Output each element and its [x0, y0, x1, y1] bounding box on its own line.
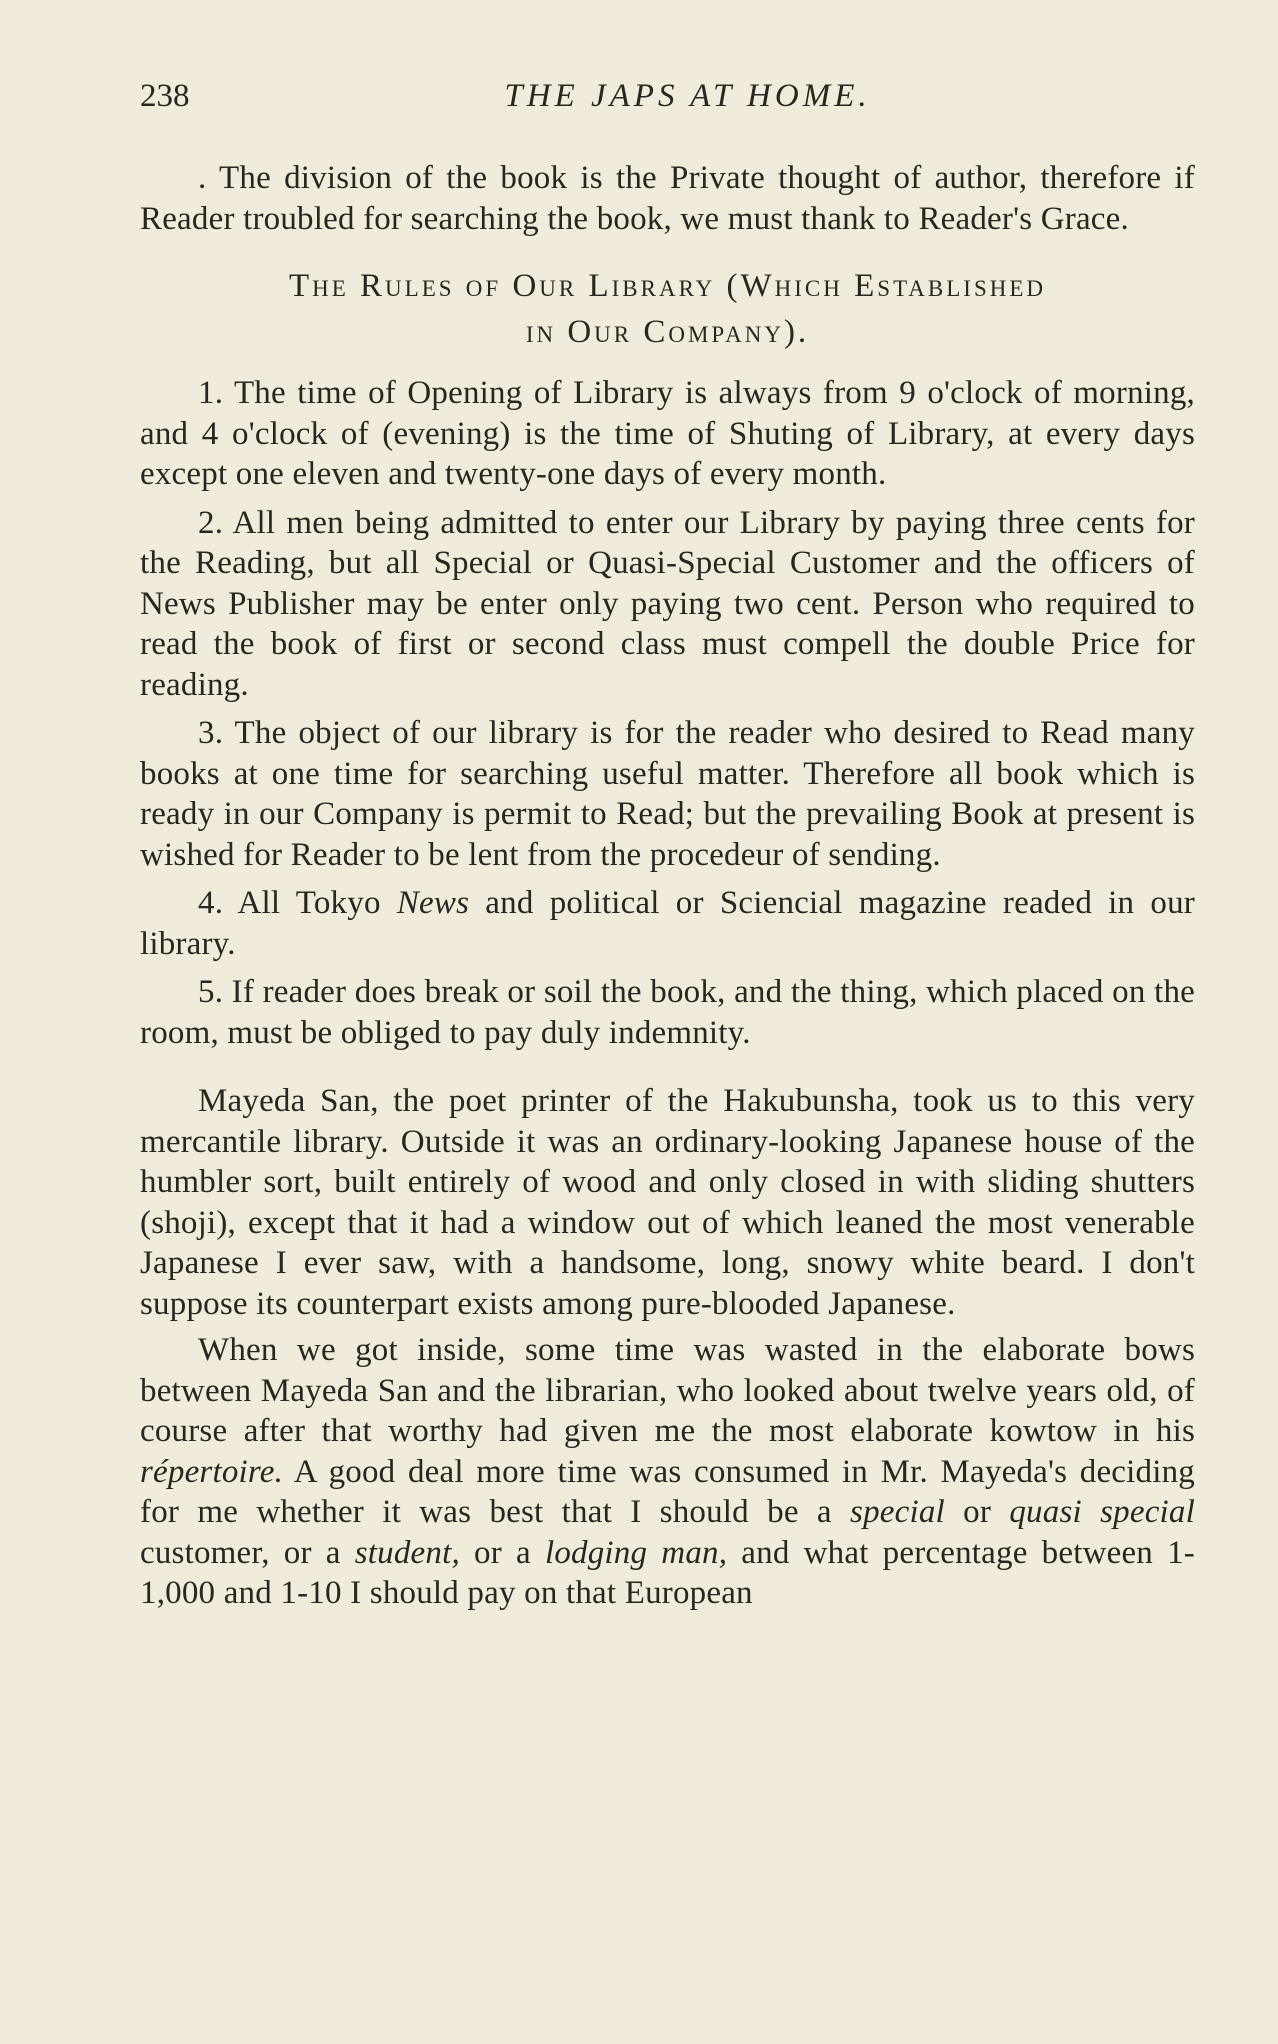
rules-heading [140, 263, 1195, 355]
paragraph-2-emphasis-3: quasi special [1009, 1494, 1195, 1530]
paragraph-2-part-4: customer, or a [140, 1534, 355, 1571]
narrative-paragraph-2 [140, 1330, 1195, 1614]
rule-4-text-end: and political or Sciencial magazine readed in our library. [140, 885, 1195, 962]
paragraph-2-emphasis-1: répertoire. [140, 1453, 284, 1490]
rules-heading-line-1: The Rules of Our Library (Which Established [288, 268, 1047, 304]
rule-2: 2. All men being admitted to enter our Library by paying three cents for the Reading, but all Special or Quasi-Special Customer and the officers of News Publisher may be enter only paying two cent. Person who required to read the book of first or second class must compell the double Price for reading. [140, 504, 1195, 703]
rule-1: 1. The time of Opening of Library is always from 9 o'clock of morning, and 4 o'clock of (evening) is the time of Shuting of Library, at every days except one eleven and twenty-one days of every month. [140, 375, 1195, 492]
paragraph-2-emphasis-4: student, [354, 1534, 460, 1571]
paragraph-2-part-6: and what percentage between 1-1,000 and 1-10 I should pay on that European [140, 1534, 1195, 1611]
page-number: 238 [140, 78, 190, 114]
rules-heading-line-2: in Our Company). [525, 314, 810, 350]
rule-3: 3. The object of our library is for the reader who desired to Read many books at one time for searching useful matter. Therefore all book which is ready in our Company is permit to Read; but the prevailing Book at present is wished for Reader to be lent from the procedeur of sending. [140, 715, 1195, 873]
rule-4-emphasis: News [396, 885, 470, 921]
rule-4 [140, 883, 1195, 964]
book-page [140, 78, 1195, 1614]
running-title: THE JAPS AT HOME. [504, 78, 871, 114]
paragraph-2-part-1: When we got inside, some time was wasted in the elaborate bows between Mayeda San and the librarian, who looked about twelve years old, of course after that worthy had given me the most elaborate kowtow in his [140, 1332, 1195, 1449]
rule-5: 5. If reader does break or soil the book, and the thing, which placed on the room, must be obliged to pay duly indemnity. [140, 974, 1195, 1051]
intro-paragraph: . The division of the book is the Private thought of author, therefore if Reader troubled for searching the book, we must thank to Reader's Grace. [140, 160, 1195, 237]
paragraph-2-emphasis-2: special [850, 1494, 945, 1530]
paragraph-2-emphasis-5: lodging man, [544, 1534, 728, 1571]
narrative-paragraph-1: Mayeda San, the poet printer of the Hakubunsha, took us to this very mercantile library. Outside it was an ordinary-looking Japanese house of the humbler sort, built entirely of wood and only closed in with sliding shutters (shoji), except that it had a window out of which leaned the most venerable Japanese I ever saw, with a handsome, long, snowy white beard. I don't suppose its counterpart exists among pure-blooded Japanese. [140, 1083, 1195, 1322]
rule-4-text-start: 4. All Tokyo [198, 885, 397, 921]
paragraph-2-part-3: or [944, 1494, 1010, 1530]
paragraph-2-part-2: A good deal more time was consumed in Mr. Mayeda's deciding for me whether it was best that I should be a [140, 1453, 1195, 1530]
page-header [140, 78, 1195, 128]
paragraph-2-part-5: or a [459, 1534, 545, 1571]
